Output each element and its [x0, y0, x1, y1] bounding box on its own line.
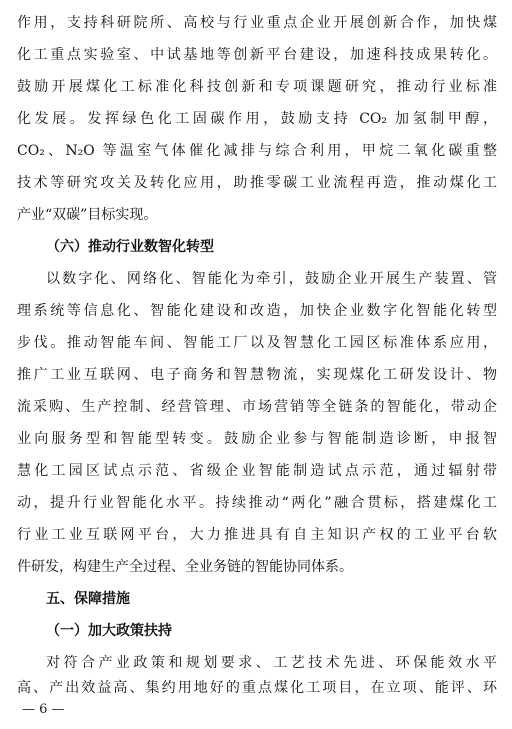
body-text-line: 化发展。发挥绿色化工固碳作用，鼓励支持 CO₂ 加氢制甲醇，	[17, 111, 497, 127]
body-text-line: CO₂、N₂O 等温室气体催化减排与综合利用，甲烷二氧化碳重整	[17, 143, 497, 159]
body-text-line: 以数字化、网络化、智能化为牵引，鼓励企业开展生产装置、管	[46, 271, 497, 287]
body-text-line: 高、产出效益高、集约用地好的重点煤化工项目，在立项、能评、环	[17, 680, 497, 696]
body-text-line: 鼓励开展煤化工标准化科技创新和专项课题研究，推动行业标准	[17, 79, 497, 95]
subsection-heading: （六）推动行业数智化转型	[46, 239, 214, 255]
body-text-line: 产业“双碳”目标实现。	[17, 207, 158, 223]
body-text-line: 作用，支持科研院所、高校与行业重点企业开展创新合作，加快煤	[17, 15, 497, 31]
body-text-line: 化工重点实验室、中试基地等创新平台建设，加速科技成果转化。	[17, 47, 497, 63]
page-number: — 6 —	[22, 702, 65, 717]
subsection-heading: （一）加大政策扶持	[46, 623, 172, 639]
body-text-line: 动，提升行业智能化水平。持续推动“两化”融合贯标，搭建煤化工	[17, 495, 497, 511]
body-text-line: 理系统等信息化、智能化建设和改造，加快企业数字化智能化转型	[17, 303, 497, 319]
section-heading: 五、保障措施	[46, 591, 130, 607]
body-text-line: 技术等研究攻关及转化应用，助推零碳工业流程再造，推动煤化工	[17, 175, 497, 191]
body-text-line: 行业工业互联网平台，大力推进具有自主知识产权的工业平台软	[17, 527, 497, 543]
body-text-line: 步伐。推动智能车间、智能工厂以及智慧化工园区标准体系应用，	[17, 335, 497, 351]
body-text-line: 流采购、生产控制、经营管理、市场营销等全链条的智能化，带动企	[17, 399, 497, 415]
body-text-line: 对符合产业政策和规划要求、工艺技术先进、环保能效水平	[46, 655, 497, 671]
body-text-line: 业向服务型和智能型转变。鼓励企业参与智能制造诊断，申报智	[17, 431, 497, 447]
body-text-line: 慧化工园区试点示范、省级企业智能制造试点示范，通过辐射带	[17, 463, 497, 479]
body-text-line: 推广工业互联网、电子商务和智慧物流，实现煤化工研发设计、物	[17, 367, 497, 383]
body-text-line: 件研发，构建生产全过程、全业务链的智能协同体系。	[17, 559, 353, 575]
